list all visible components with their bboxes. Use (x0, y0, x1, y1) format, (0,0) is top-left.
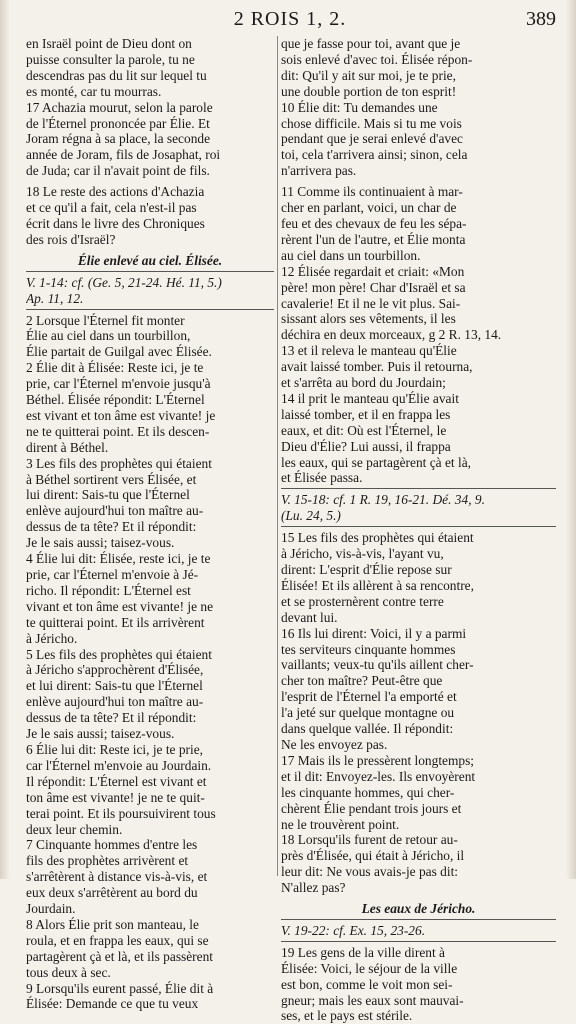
text-line: dans quelque vallée. Il répondit: (281, 721, 454, 737)
text-line: enlève aujourd'hui ton maître au- (26, 694, 204, 710)
text-line: Élisée: Demande ce que tu veux (26, 996, 199, 1012)
left-column (26, 36, 274, 1012)
text-line: dirent: L'esprit d'Élie repose sur (281, 562, 452, 577)
cross-reference: Ap. 11, 12. (26, 290, 84, 306)
text-line: Élie au ciel dans un tourbillon, (26, 328, 191, 344)
right-column (281, 36, 556, 1024)
text-line: Jourdain. (26, 901, 76, 917)
text-line: dessus de ta tête? Et il répondit: (26, 710, 197, 726)
text-line: N'allez pas? (281, 880, 346, 896)
text-line: fils des prophètes arrivèrent et (26, 853, 189, 869)
text-line: te quitterai point. Et ils arrivèrent (26, 614, 205, 630)
text-line: et lui dirent: Sais-tu que l'Éternel (26, 678, 203, 694)
text-line: roula, et en frappa les eaux, qui se (26, 932, 209, 948)
text-line: avait laissé tomber. Puis il retourna, (281, 359, 473, 375)
text-line: ne le trouvèrent point. (281, 816, 400, 832)
text-line: 6 Élie lui dit: Reste ici, je te prie, (26, 741, 204, 757)
text-line: devant lui. (281, 609, 338, 625)
text-line: 3 Les fils des prophètes qui étaient (26, 455, 212, 471)
text-line: gneur; mais les eaux sont mauvai- (281, 992, 464, 1008)
text-line: ses, et le pays est stérile. (281, 1008, 413, 1024)
page-edge-shadow-left (0, 0, 10, 879)
text-line: chose difficile. Mais si tu me vois (281, 115, 462, 131)
text-line: 12 Élisée regardait et criait: «Mon (281, 263, 465, 279)
text-line: les eaux, qui se partagèrent çà et là, (281, 454, 471, 470)
text-line: de l'Éternel prononcée par Élie. Et (26, 115, 210, 131)
page-number: 389 (526, 8, 556, 30)
text-line: à Jéricho. (26, 630, 78, 646)
rule-line (281, 526, 556, 527)
text-line: 9 Lorsqu'ils eurent passé, Élie dit à (26, 980, 214, 996)
text-line: rèrent l'un de l'autre, et Élie monta (281, 231, 466, 247)
text-line: à Jéricho s'approchèrent d'Élisée, (26, 662, 204, 678)
text-line: les cinquante hommes, qui cher- (281, 784, 455, 800)
text-line: l'esprit de l'Éternel l'a emporté et (281, 689, 457, 705)
text-line: dessus de ta tête? Et il répondit: (26, 519, 197, 535)
text-line: enlève aujourd'hui ton maître au- (26, 503, 204, 519)
text-line: de Juda; car il n'avait point de fils. (26, 163, 210, 179)
text-line: 18 Lorsqu'ils furent de retour au- (281, 832, 458, 848)
text-line: que je fasse pour toi, avant que je (281, 36, 461, 51)
text-line: Élisée! Et ils allèrent à sa rencontre, (281, 577, 474, 593)
text-line: des rois d'Israël? (26, 231, 116, 247)
text-line: lui dirent: Sais-tu que l'Éternel (26, 487, 190, 503)
text-line: n'arrivera pas. (281, 163, 357, 179)
text-line: 13 et il releva le manteau qu'Élie (281, 343, 457, 359)
text-line: tes serviteurs cinquante hommes (281, 641, 456, 657)
text-line: dit: Qu'il y ait sur moi, je te prie, (281, 67, 456, 83)
text-line: dirent à Béthel. (26, 439, 109, 455)
text-line: vivant et ton âme est vivante! je ne (26, 598, 214, 614)
text-line: chèrent Élie pendant trois jours et (281, 800, 462, 816)
text-line: l'a jeté sur quelque montagne ou (281, 705, 455, 721)
text-line: est bon, comme le voit mon sei- (281, 976, 453, 992)
page-edge-shadow-right (566, 0, 576, 879)
text-line: 2 Lorsque l'Éternel fit monter (26, 312, 185, 328)
text-line: à Jéricho, vis-à-vis, l'ayant vu, (281, 546, 444, 562)
rule-line (26, 271, 274, 272)
text-line: partagèrent çà et là, et ils passèrent (26, 948, 214, 964)
text-line: Béthel. Élisée répondit: L'Éternel (26, 392, 205, 408)
text-line: deux leur chemin. (26, 821, 123, 837)
text-line: 5 Les fils des prophètes qui étaient (26, 646, 212, 662)
text-line: terai point. Et ils poursuivirent tous (26, 805, 216, 821)
rule-line (26, 309, 274, 310)
text-line: cher en parlant, voici, un char de (281, 200, 457, 216)
text-line: et Élisée passa. (281, 470, 363, 486)
text-line: au ciel dans un tourbillon. (281, 247, 421, 263)
text-line: Il répondit: L'Éternel est vivant et (26, 773, 207, 789)
text-line: 8 Alors Élie prit son manteau, le (26, 916, 199, 932)
text-line: cher ton maître? Peut-être que (281, 673, 443, 689)
text-line: Ne les envoyez pas. (281, 736, 388, 752)
rule-line (281, 488, 556, 489)
text-line: leur dit: Ne vous avais-je pas dit: (281, 864, 459, 880)
cross-reference: (Lu. 24, 5.) (281, 508, 341, 524)
cross-reference: V. 1-14: cf. (Ge. 5, 21-24. Hé. 11, 5.) (26, 274, 222, 290)
text-line: s'arrêtèrent à distance vis-à-vis, et (26, 869, 208, 885)
text-line: à Béthel sortirent vers Élisée, et (26, 471, 197, 487)
text-line: 7 Cinquante hommes d'entre les (26, 837, 198, 853)
text-line: une double portion de ton esprit! (281, 83, 457, 99)
rule-line (281, 919, 556, 920)
section-heading: Élie enlevé au ciel. Élisée. (77, 252, 223, 268)
text-line: près d'Élisée, qui était à Jéricho, il (281, 848, 465, 864)
text-line: déchira en deux morceaux, g 2 R. 13, 14. (281, 327, 502, 343)
cross-reference: V. 19-22: cf. Ex. 15, 23-26. (281, 922, 426, 938)
cross-reference: V. 15-18: cf. 1 R. 19, 16-21. Dé. 34, 9. (281, 492, 485, 508)
page-header (24, 6, 556, 36)
column-divider (277, 36, 278, 876)
text-line: Joram régna à sa place, la seconde (26, 131, 211, 147)
text-line: 17 Achazia mourut, selon la parole (26, 99, 213, 115)
text-line: es monté, car tu mourras. (26, 83, 162, 99)
text-line: 2 Élie dit à Élisée: Reste ici, je te (26, 360, 204, 376)
text-line: prie, car l'Éternel m'envoie à Jé- (26, 567, 199, 582)
text-line: Élisée: Voici, le séjour de la ville (281, 960, 458, 976)
text-line: 18 Le reste des actions d'Achazia (26, 184, 205, 200)
text-line: sissant alors ses vêtements, il les (281, 311, 456, 327)
text-line: ton âme est vivante! je ne te quit- (26, 789, 205, 805)
text-line: 16 Ils lui dirent: Voici, il y a parmi (281, 625, 467, 641)
text-line: tous deux à sec. (26, 964, 111, 980)
text-line: en Israël point de Dieu dont on (26, 36, 192, 51)
text-line: 19 Les gens de la ville dirent à (281, 944, 445, 960)
text-line: 4 Élie lui dit: Élisée, reste ici, je te (26, 551, 211, 567)
running-title: 2 ROIS 1, 2. (233, 8, 347, 30)
text-line: 11 Comme ils continuaient à mar- (281, 184, 463, 200)
text-line: est vivant et ton âme est vivante! je (26, 407, 216, 423)
text-line: puisse consulter la parole, tu ne (26, 51, 195, 67)
text-line: ne te quitterai point. Et ils descen- (26, 423, 210, 439)
text-line: écrit dans le livre des Chroniques (26, 215, 205, 231)
text-line: année de Joram, fils de Josaphat, roi (26, 147, 221, 163)
section-heading: Les eaux de Jéricho. (361, 901, 476, 917)
text-line: et s'arrêta au bord du Jourdain; (281, 375, 446, 391)
text-line: descendras pas du lit sur lequel tu (26, 67, 207, 83)
text-line: pendant que je serai enlevé d'avec (281, 131, 463, 147)
text-line: et ce qu'il a fait, cela n'est-il pas (26, 200, 197, 216)
text-line: Dieu d'Élie? Lui aussi, il frappa (281, 438, 451, 454)
text-line: cavalerie! Et il ne le vit plus. Sai- (281, 295, 461, 311)
text-line: laissé tomber, et il en frappa les (281, 406, 451, 422)
text-line: père! mon père! Char d'Israël et sa (281, 279, 466, 295)
text-line: Élie partait de Guilgal avec Élisée. (26, 344, 212, 360)
text-line: 17 Mais ils le pressèrent longtemps; (281, 752, 475, 768)
text-line: eux deux s'arrêtèrent au bord du (26, 885, 198, 901)
text-line: car l'Éternel m'envoie au Jourdain. (26, 757, 212, 773)
rule-line (281, 941, 556, 942)
text-line: 10 Élie dit: Tu demandes une (281, 99, 438, 115)
text-line: 15 Les fils des prophètes qui étaient (281, 530, 474, 546)
text-line: richo. Il répondit: L'Éternel est (26, 582, 191, 598)
text-line: et il dit: Envoyez-les. Ils envoyèrent (281, 768, 476, 784)
text-line: toi, cela t'arrivera ainsi; sinon, cela (281, 147, 468, 163)
text-line: sois enlevé d'avec toi. Élisée répon- (281, 51, 473, 67)
text-line: vaillants; veux-tu qu'ils aillent cher- (281, 657, 474, 673)
text-line: eaux, et dit: Où est l'Éternel, le (281, 422, 447, 438)
text-line: prie, car l'Éternel m'envoie jusqu'à (26, 376, 211, 392)
text-line: feu et des chevaux de feu les sépa- (281, 215, 467, 231)
text-line: 14 il prit le manteau qu'Élie avait (281, 390, 459, 406)
text-line: et se prosternèrent contre terre (281, 593, 444, 609)
text-line: Je le sais aussi; taisez-vous. (26, 726, 175, 742)
text-line: Je le sais aussi; taisez-vous. (26, 535, 175, 551)
